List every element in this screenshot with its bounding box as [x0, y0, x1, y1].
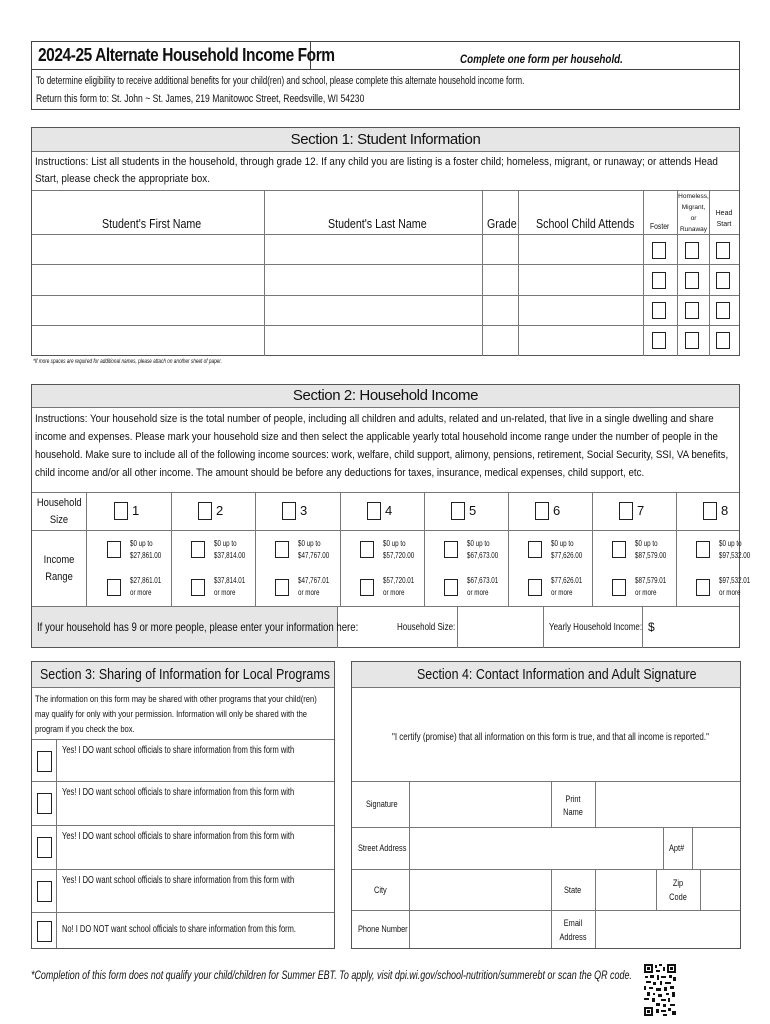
- income-upper-checkbox-4[interactable]: [360, 541, 374, 558]
- state-label: State: [564, 885, 582, 895]
- income-lower-amount-3: $47,767.01: [298, 576, 330, 585]
- section2-instructions: Instructions: Your household size is the total number of people, including all children and adults, related and un-related, that live in a single dwelling and share income and expenses. Please mark your household size and then select the applicable yearly total household income range under the number of people in the household. Make sure to include all of the following income sources: work, welfare, child support, alimony, pensions, retirement, Social Security, SSI, VA benefits, child income and/or all other income. The amount should be before any deductions for taxes, insurance, medical expenses, child support, etc.: [35, 413, 729, 479]
- section2-title: Section 2: Household Income: [292, 387, 479, 404]
- print-name-input[interactable]: [596, 782, 739, 826]
- income-lower-amount-5: $67,673.01: [467, 576, 499, 585]
- sharing-program-input-1[interactable]: [62, 761, 330, 779]
- student-grade-4[interactable]: [483, 326, 517, 355]
- signature-label: Signature: [366, 799, 398, 809]
- form-title: 2024-25 Alternate Household Income Form: [38, 45, 335, 65]
- student-first-name-1[interactable]: [33, 235, 263, 263]
- income-upper-checkbox-3[interactable]: [275, 541, 289, 558]
- qr-code-icon: [644, 964, 676, 1016]
- section4-title: Section 4: Contact Information and Adult Signature: [417, 666, 697, 683]
- city-label: City: [374, 885, 387, 895]
- form-intro: To determine eligibility to receive additional benefits for your child(ren) and school, please complete this alternate household income form.: [36, 75, 525, 87]
- city-input[interactable]: [410, 870, 550, 909]
- sharing-option-divider-3: [32, 825, 334, 826]
- street-address-label: Street Address: [358, 843, 407, 853]
- col-first-name: Student's First Name: [102, 216, 202, 231]
- household-size-checkbox-4[interactable]: [367, 502, 381, 520]
- income-lower-or-more-3: or more: [298, 588, 320, 597]
- foster-checkbox-3[interactable]: [652, 302, 666, 319]
- sharing-option-divider-2: [32, 781, 334, 782]
- household-size-checkbox-5[interactable]: [451, 502, 465, 520]
- sharing-option-col-4: [56, 869, 57, 912]
- sharing-option-divider-5: [32, 912, 334, 913]
- income-upper-checkbox-6[interactable]: [528, 541, 542, 558]
- income-lower-amount-2: $37,814.01: [214, 576, 246, 585]
- form-tagline: Complete one form per household.: [460, 52, 623, 66]
- household-size-label: Household Size: [36, 497, 82, 526]
- income-upper-range-1: $0 up to $27,861.00: [130, 539, 162, 560]
- s2-col-div-3: [255, 492, 256, 606]
- s4-col-4c: [656, 869, 657, 910]
- sharing-option-label-2: Yes! I DO want school officials to share information from this form with: [62, 787, 295, 798]
- col-head-start: Head Start: [715, 210, 733, 228]
- yearly-income-field-label: Yearly Household Income:: [549, 622, 643, 633]
- income-range-label: Income Range: [43, 554, 75, 583]
- income-upper-range-8: $0 up to $97,532.00: [719, 539, 751, 560]
- student-school-4[interactable]: [519, 326, 642, 355]
- student-grade-3[interactable]: [483, 296, 517, 324]
- s4-col-3a: [663, 827, 664, 869]
- student-grade-1[interactable]: [483, 235, 517, 263]
- s2-div-1: [32, 492, 739, 493]
- income-lower-checkbox-4[interactable]: [360, 579, 374, 596]
- income-lower-checkbox-7[interactable]: [612, 579, 626, 596]
- income-upper-range-6: $0 up to $77,626.00: [551, 539, 583, 560]
- col-last-name: Student's Last Name: [328, 216, 427, 231]
- sharing-option-col-5: [56, 912, 57, 948]
- sharing-option-col-1: [56, 739, 57, 781]
- income-lower-amount-4: $57,720.01: [383, 576, 415, 585]
- s4-col-2a: [551, 781, 552, 827]
- income-lower-checkbox-5[interactable]: [444, 579, 458, 596]
- phone-input[interactable]: [410, 911, 550, 948]
- foster-checkbox-4[interactable]: [652, 332, 666, 349]
- s2-col-div-5: [424, 492, 425, 606]
- student-last-name-3[interactable]: [265, 296, 481, 324]
- income-upper-checkbox-1[interactable]: [107, 541, 121, 558]
- section3-title: Section 3: Sharing of Information for Local Programs: [40, 666, 330, 683]
- footer-note: *Completion of this form does not qualify your child/children for Summer EBT. To apply, visit dpi.wi.gov/school-nutrition/summerebt or scan the QR code.: [31, 968, 632, 982]
- head-start-checkbox-2[interactable]: [716, 272, 730, 289]
- col-school: School Child Attends: [536, 216, 635, 231]
- dollar-sign: $: [648, 620, 655, 634]
- household-size-number-7: 7: [637, 503, 645, 518]
- col-grade: Grade: [487, 216, 517, 231]
- household-size-field-label: Household Size:: [397, 622, 456, 633]
- certify-statement: "I certify (promise) that all information on this form is true, and that all income is reported.": [392, 732, 709, 743]
- sharing-option-col-2: [56, 781, 57, 825]
- section3-intro: The information on this form may be shared with other programs that your child(ren) may qualify for only with your permission. Information will only be shared with the program if you check the box.: [35, 694, 317, 735]
- homeless-checkbox-2[interactable]: [685, 272, 699, 289]
- income-upper-checkbox-8[interactable]: [696, 541, 710, 558]
- sharing-option-checkbox-1[interactable]: [37, 751, 52, 772]
- s2-label-col: [86, 492, 87, 606]
- s2-div-2: [32, 530, 739, 531]
- s2-col-div-6: [508, 492, 509, 606]
- income-lower-amount-1: $27,861.01: [130, 576, 162, 585]
- income-lower-checkbox-3[interactable]: [275, 579, 289, 596]
- homeless-checkbox-4[interactable]: [685, 332, 699, 349]
- income-upper-range-7: $0 up to $87,579.00: [635, 539, 667, 560]
- household-size-checkbox-1[interactable]: [114, 502, 128, 520]
- household-size-input[interactable]: [458, 607, 542, 647]
- sharing-option-label-4: Yes! I DO want school officials to share information from this form with: [62, 875, 295, 886]
- student-first-name-4[interactable]: [33, 326, 263, 355]
- foster-checkbox-1[interactable]: [652, 242, 666, 259]
- zip-label: Zip Code: [669, 878, 687, 902]
- student-last-name-1[interactable]: [265, 235, 481, 263]
- col-foster: Foster: [650, 222, 670, 231]
- s1-div-head: [32, 190, 739, 191]
- section1-footnote: *If more spaces are required for additional names, please attach on another sheet of paper.: [33, 358, 222, 365]
- s2-nine-div-3: [543, 606, 544, 648]
- sharing-option-label-1: Yes! I DO want school officials to share information from this form with: [62, 745, 295, 756]
- household-size-number-5: 5: [469, 503, 477, 518]
- sharing-option-checkbox-3[interactable]: [37, 837, 52, 858]
- head-start-checkbox-3[interactable]: [716, 302, 730, 319]
- income-upper-range-5: $0 up to $67,673.00: [467, 539, 499, 560]
- sharing-program-input-3[interactable]: [62, 847, 330, 867]
- homeless-checkbox-1[interactable]: [685, 242, 699, 259]
- street-address-input[interactable]: [410, 828, 662, 868]
- sharing-option-label-3: Yes! I DO want school officials to share information from this form with: [62, 831, 295, 842]
- income-lower-checkbox-2[interactable]: [191, 579, 205, 596]
- sharing-option-checkbox-4[interactable]: [37, 881, 52, 902]
- sharing-option-col-3: [56, 825, 57, 869]
- income-lower-or-more-7: or more: [635, 588, 657, 597]
- foster-checkbox-2[interactable]: [652, 272, 666, 289]
- student-school-2[interactable]: [519, 265, 642, 294]
- income-upper-range-2: $0 up to $37,814.00: [214, 539, 246, 560]
- household-size-number-1: 1: [132, 503, 140, 518]
- head-start-checkbox-1[interactable]: [716, 242, 730, 259]
- col-homeless: Homeless, Migrant, or Runaway: [678, 193, 709, 233]
- income-lower-amount-7: $87,579.01: [635, 576, 667, 585]
- income-upper-range-3: $0 up to $47,767.00: [298, 539, 330, 560]
- student-school-3[interactable]: [519, 296, 642, 324]
- zip-input[interactable]: [701, 870, 739, 909]
- s2-col-div-7: [592, 492, 593, 606]
- household-size-number-4: 4: [385, 503, 393, 518]
- household-size-checkbox-7[interactable]: [619, 502, 633, 520]
- s2-col-div-8: [676, 492, 677, 606]
- income-upper-checkbox-5[interactable]: [444, 541, 458, 558]
- income-lower-or-more-6: or more: [551, 588, 573, 597]
- income-lower-amount-6: $77,626.01: [551, 576, 583, 585]
- household-size-checkbox-8[interactable]: [703, 502, 717, 520]
- income-upper-checkbox-2[interactable]: [191, 541, 205, 558]
- household-size-checkbox-3[interactable]: [282, 502, 296, 520]
- homeless-checkbox-3[interactable]: [685, 302, 699, 319]
- student-school-1[interactable]: [519, 235, 642, 263]
- sharing-program-input-2[interactable]: [62, 803, 330, 823]
- yearly-income-input[interactable]: [658, 607, 738, 647]
- email-label: Email Address: [559, 918, 587, 942]
- signature-input[interactable]: [410, 782, 550, 826]
- household-size-checkbox-2[interactable]: [198, 502, 212, 520]
- section1-instructions: Instructions: List all students in the household, through grade 12. If any child you are listing is a foster child; homeless, migrant, or runaway; or attends Head Start, please check the appropriate box.: [35, 156, 718, 185]
- student-last-name-2[interactable]: [265, 265, 481, 294]
- state-input[interactable]: [596, 870, 655, 909]
- income-upper-checkbox-7[interactable]: [612, 541, 626, 558]
- student-first-name-2[interactable]: [33, 265, 263, 294]
- income-lower-or-more-1: or more: [130, 588, 152, 597]
- sharing-option-divider-4: [32, 869, 334, 870]
- s1-col-4: [643, 190, 644, 356]
- household-size-number-8: 8: [721, 503, 729, 518]
- income-lower-checkbox-1[interactable]: [107, 579, 121, 596]
- household-size-number-6: 6: [553, 503, 561, 518]
- income-lower-or-more-2: or more: [214, 588, 236, 597]
- sharing-program-input-4[interactable]: [62, 891, 330, 910]
- s2-col-div-2: [171, 492, 172, 606]
- income-upper-range-4: $0 up to $57,720.00: [383, 539, 415, 560]
- income-lower-or-more-8: or more: [719, 588, 741, 597]
- email-input[interactable]: [596, 911, 739, 948]
- income-lower-amount-8: $97,532.01: [719, 576, 751, 585]
- head-start-checkbox-4[interactable]: [716, 332, 730, 349]
- student-first-name-3[interactable]: [33, 296, 263, 324]
- s4-col-4a: [551, 869, 552, 948]
- household-size-number-2: 2: [216, 503, 224, 518]
- income-lower-checkbox-8[interactable]: [696, 579, 710, 596]
- print-name-label: Print Name: [563, 794, 583, 817]
- return-address: Return this form to: St. John ~ St. James, 219 Manitowoc Street, Reedsville, WI 54230: [36, 93, 365, 105]
- household-size-checkbox-6[interactable]: [535, 502, 549, 520]
- student-last-name-4[interactable]: [265, 326, 481, 355]
- income-lower-or-more-5: or more: [467, 588, 489, 597]
- sharing-option-divider-1: [32, 739, 334, 740]
- apt-label: Apt#: [669, 843, 685, 853]
- sharing-option-label-5: No! I DO NOT want school officials to share information from this form.: [62, 924, 296, 935]
- household-size-number-3: 3: [300, 503, 308, 518]
- section1-title: Section 1: Student Information: [290, 131, 481, 148]
- sharing-option-checkbox-5[interactable]: [37, 921, 52, 942]
- s1-col-6: [709, 190, 710, 356]
- s2-nine-div-4: [642, 606, 643, 648]
- apt-input[interactable]: [693, 828, 739, 868]
- nine-plus-label: If your household has 9 or more people, please enter your information here:: [37, 620, 359, 634]
- phone-label: Phone Number: [358, 924, 408, 934]
- s2-col-div-4: [340, 492, 341, 606]
- income-lower-checkbox-6[interactable]: [528, 579, 542, 596]
- student-grade-2[interactable]: [483, 265, 517, 294]
- income-lower-or-more-4: or more: [383, 588, 405, 597]
- sharing-option-checkbox-2[interactable]: [37, 793, 52, 814]
